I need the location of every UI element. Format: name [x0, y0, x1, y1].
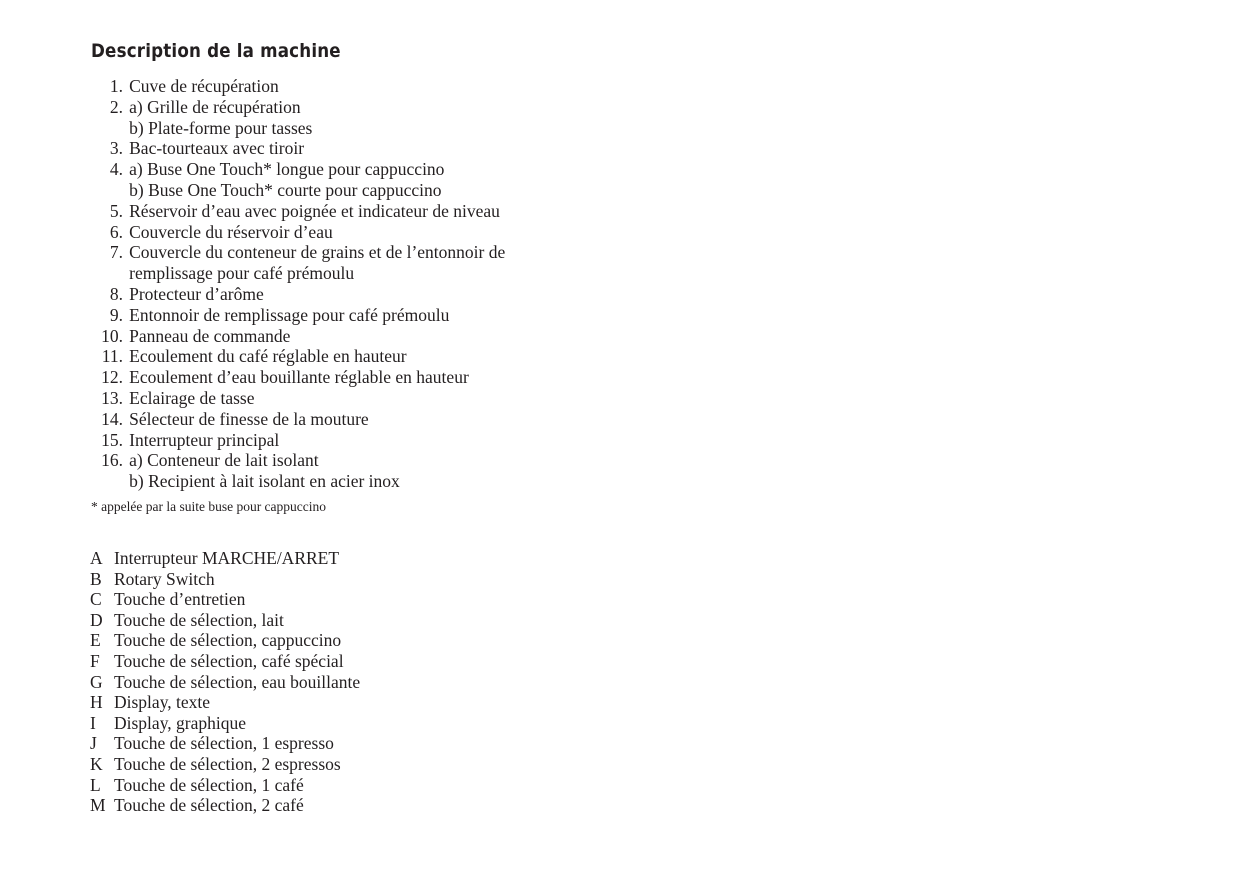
- control-label: Touche de sélection, eau bouillante: [114, 671, 361, 692]
- control-label: Interrupteur MARCHE/ARRET: [114, 548, 340, 568]
- part-number: 16.: [101, 450, 123, 471]
- part-number: 15.: [101, 429, 123, 450]
- control-letter: L: [90, 774, 101, 795]
- control-item: [90, 589, 360, 610]
- part-label: b) Plate-forme pour tasses: [129, 117, 313, 138]
- control-letter: D: [90, 609, 103, 630]
- control-label: Display, graphique: [114, 712, 247, 733]
- control-letter: C: [90, 589, 102, 610]
- control-letter: F: [90, 650, 100, 671]
- control-item: [90, 775, 360, 796]
- part-number: 5.: [109, 200, 123, 221]
- part-label: a) Grille de récupération: [129, 96, 301, 117]
- control-label: Rotary Switch: [114, 568, 215, 589]
- part-number: 12.: [101, 367, 123, 388]
- control-letter: J: [90, 733, 97, 754]
- part-label: a) Conteneur de lait isolant: [129, 450, 319, 471]
- control-letter: B: [90, 568, 102, 589]
- control-label: Touche de sélection, 1 café: [114, 774, 304, 795]
- part-number: 14.: [101, 408, 123, 429]
- part-label: remplissage pour café prémoulu: [129, 263, 355, 284]
- part-item: [91, 159, 505, 201]
- part-number: 10.: [101, 325, 123, 346]
- part-number: 1.: [109, 76, 123, 96]
- control-item: [90, 569, 360, 590]
- control-letter: A: [90, 548, 103, 568]
- part-item: [91, 326, 505, 347]
- control-item: [90, 713, 360, 734]
- part-label: Entonnoir de remplissage pour café prémoulu: [129, 304, 450, 325]
- control-item: [90, 795, 360, 816]
- control-item: [90, 610, 360, 631]
- part-label: a) Buse One Touch* longue pour cappuccino: [129, 159, 445, 180]
- control-item: [90, 733, 360, 754]
- part-item: [91, 430, 505, 451]
- part-item: [91, 388, 505, 409]
- control-letter: M: [90, 795, 106, 816]
- part-label: Protecteur d’arôme: [129, 283, 264, 304]
- control-letter: I: [90, 712, 96, 733]
- controls-list: [90, 548, 360, 816]
- control-letter: K: [90, 753, 103, 774]
- part-item: [91, 76, 505, 97]
- part-item: [91, 222, 505, 243]
- parts-list: [91, 76, 505, 492]
- control-label: Display, texte: [114, 692, 211, 713]
- control-label: Touche de sélection, 2 espressos: [114, 753, 341, 774]
- part-label: b) Buse One Touch* courte pour cappuccino: [129, 179, 442, 200]
- part-label: Panneau de commande: [129, 325, 291, 346]
- part-item: [91, 305, 505, 326]
- part-number: 7.: [109, 242, 123, 263]
- part-item: [91, 409, 505, 430]
- part-label: Cuve de récupération: [129, 76, 279, 96]
- part-label: b) Recipient à lait isolant en acier inox: [129, 471, 400, 492]
- control-label: Touche de sélection, 2 café: [114, 795, 304, 816]
- part-item: [91, 450, 505, 492]
- control-item: [90, 672, 360, 693]
- control-item: [90, 630, 360, 651]
- control-label: Touche de sélection, lait: [114, 609, 284, 630]
- part-label: Interrupteur principal: [129, 429, 280, 450]
- part-number: 6.: [109, 221, 123, 242]
- part-number: 2.: [109, 96, 123, 117]
- control-letter: H: [90, 692, 103, 713]
- part-number: 11.: [101, 346, 123, 367]
- part-number: 9.: [109, 304, 123, 325]
- control-label: Touche de sélection, cappuccino: [114, 630, 342, 651]
- control-label: Touche d’entretien: [114, 589, 246, 610]
- part-label: Couvercle du réservoir d’eau: [129, 221, 333, 242]
- part-item: [91, 242, 505, 284]
- section-title: Description de la machine: [91, 40, 341, 62]
- control-label: Touche de sélection, café spécial: [114, 650, 344, 671]
- part-label: Couvercle du conteneur de grains et de l’entonnoir de: [129, 242, 506, 263]
- control-letter: G: [90, 671, 103, 692]
- part-item: [91, 138, 505, 159]
- part-label: Ecoulement du café réglable en hauteur: [129, 346, 407, 367]
- part-item: [91, 367, 505, 388]
- part-item: [91, 201, 505, 222]
- part-label: Ecoulement d’eau bouillante réglable en hauteur: [129, 367, 469, 388]
- part-item: [91, 284, 505, 305]
- control-letter: E: [90, 630, 101, 651]
- part-number: 8.: [109, 283, 123, 304]
- part-label: Sélecteur de finesse de la mouture: [129, 408, 369, 429]
- part-label: Bac-tourteaux avec tiroir: [129, 138, 305, 159]
- part-label: Eclairage de tasse: [129, 387, 255, 408]
- control-item: [90, 651, 360, 672]
- part-number: 13.: [101, 387, 123, 408]
- control-item: [90, 692, 360, 713]
- part-label: Réservoir d’eau avec poignée et indicateur de niveau: [129, 200, 500, 221]
- part-item: [91, 97, 505, 139]
- control-item: [90, 754, 360, 775]
- part-number: 4.: [109, 159, 123, 180]
- control-label: Touche de sélection, 1 espresso: [114, 733, 334, 754]
- footnote: * appelée par la suite buse pour cappuccino: [91, 499, 327, 514]
- part-number: 3.: [109, 138, 123, 159]
- part-item: [91, 346, 505, 367]
- control-item: [90, 548, 360, 569]
